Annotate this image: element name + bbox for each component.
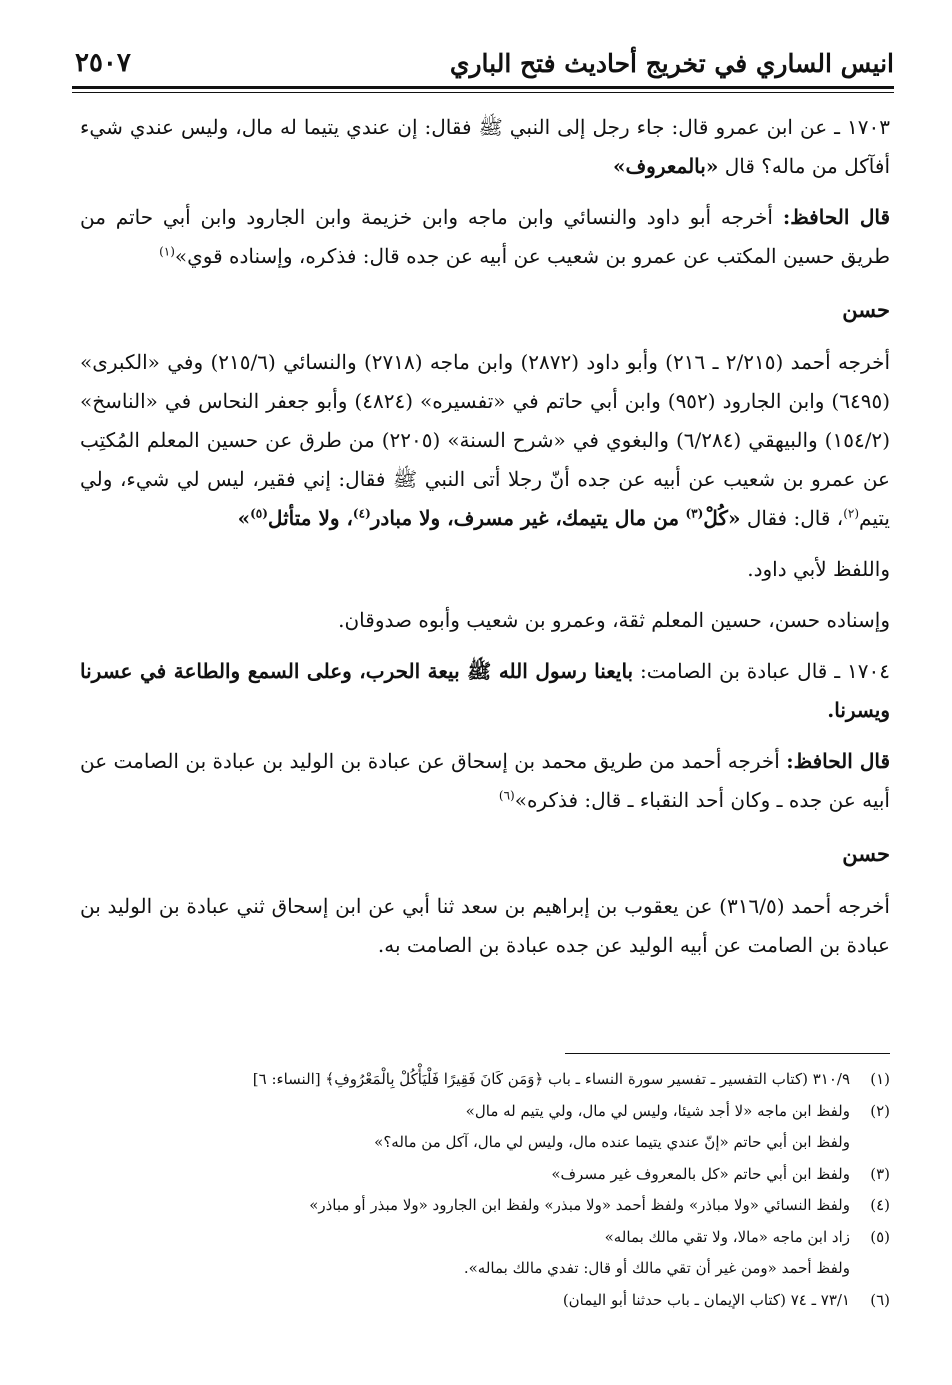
main-text — [80, 108, 890, 977]
footnote — [80, 1190, 890, 1222]
footnote — [80, 1064, 890, 1096]
lafz-note: واللفظ لأبي داود. — [747, 557, 890, 581]
footnote-text: ولفظ ابن أبي حاتم «إنّ عندي يتيما عنده مال، وليس لي مال، آكل من ماله؟» — [374, 1133, 850, 1151]
takhrij-1703 — [80, 343, 890, 538]
hadith-quote: «بالمعروف» — [612, 154, 719, 178]
grade-heading: حسن — [842, 297, 890, 322]
header-rule — [72, 86, 894, 89]
page-header — [75, 40, 894, 86]
hadith-number: ١٧٠٣ ـ — [834, 115, 891, 139]
footnote-ref: (٦) — [498, 788, 515, 803]
footnote — [80, 1285, 890, 1317]
footnote — [80, 1096, 890, 1128]
hafiz-label: قال الحافظ: — [786, 749, 891, 773]
footnote-ref: (٥) — [250, 506, 268, 521]
footnote-number: (٥) — [870, 1227, 890, 1246]
hafiz-comment-1704 — [80, 742, 890, 820]
hafiz-text: أخرجه أحمد من طريق محمد بن إسحاق عن عبادة بن الوليد بن عبادة بن الصامت عن أبيه عن جده ـ وكان أحد النقباء ـ قال: فذكره» — [80, 749, 890, 812]
footnote-text: ولفظ ابن ماجه «لا أجد شيئا، وليس لي مال، ولي يتيم له مال» — [465, 1101, 850, 1120]
takhrij-quote: » — [237, 506, 251, 530]
grade-heading: حسن — [842, 841, 890, 866]
hadith-text: عن ابن عمرو قال: جاء رجل إلى النبي ﷺ فقال: إن عندي يتيما له مال، وليس عندي شيء أفآكل من ماله؟ قال — [80, 115, 890, 178]
footnote-separator — [565, 1053, 890, 1054]
footnote-number: (٢) — [870, 1101, 890, 1120]
footnotes — [80, 1064, 890, 1316]
footnote-continuation — [80, 1127, 890, 1159]
hafiz-comment-1703 — [80, 198, 890, 276]
hafiz-text: أخرجه أبو داود والنسائي وابن ماجه وابن خزيمة وابن الجارود وابن أبي حاتم من طريق حسين المكتب عن عمرو بن شعيب عن أبيه عن جده قال: فذكره، وإسناده قوي» — [80, 205, 890, 268]
footnote-number: (٤) — [870, 1196, 890, 1214]
footnote-number: (٣) — [870, 1164, 890, 1183]
footnote — [80, 1222, 890, 1254]
footnote-ref: (٢) — [843, 506, 860, 521]
footnote-text: ٧٣/١ ـ ٧٤ (كتاب الإيمان ـ باب حدثنا أبو اليمان) — [562, 1290, 850, 1309]
footnote-text: زاد ابن ماجه «مالا، ولا تقي مالك بماله» — [604, 1227, 850, 1246]
hadith-number: ١٧٠٤ ـ — [834, 659, 890, 683]
footnote-number: (١) — [870, 1070, 890, 1088]
footnote-ref: (٣) — [685, 506, 704, 521]
footnote-number: (٦) — [870, 1290, 890, 1309]
footnote-ref: (١) — [159, 244, 175, 259]
hadith-1703 — [80, 108, 890, 186]
hadith-1704 — [80, 652, 890, 730]
takhrij-text-2: ، قال: فقال — [746, 506, 844, 530]
footnote — [80, 1159, 890, 1191]
footnote-ref: (٤) — [352, 506, 371, 521]
running-title: انيس الساري في تخريج أحاديث فتح الباري — [449, 48, 894, 78]
takhrij-1704: أخرجه أحمد (٣١٦/٥) عن يعقوب بن إبراهيم بن سعد ثنا أبي عن ابن إسحاق ثني عبادة بن الوليد بن عبادة بن الصامت عن أبيه الوليد عن جده عبادة بن الصامت به. — [80, 894, 890, 957]
hafiz-label: قال الحافظ: — [782, 205, 891, 229]
takhrij-quote: من مال يتيمك، غير مسرف، ولا مبادر — [370, 506, 680, 530]
footnote-text: ٣١٠/٩ (كتاب التفسير ـ تفسير سورة النساء ـ باب ﴿وَمَن كَانَ فَقِيرًا فَلْيَأْكُلْ بِالْمَعْرُوفِ﴾ [النساء: ٦] — [252, 1070, 850, 1088]
hadith-text: قال عبادة بن الصامت: — [640, 659, 828, 683]
takhrij-quote: ، ولا متأثل — [267, 506, 353, 530]
footnote-text: ولفظ ابن أبي حاتم «كل بالمعروف غير مسرف» — [551, 1164, 850, 1183]
takhrij-quote: «كُلْ — [703, 506, 741, 530]
page-number: ٢٥٠٧ — [75, 48, 131, 78]
takhrij-text: أخرجه أحمد (٢/٢١٥ ـ ٢١٦) وأبو داود (٢٨٧٢) وابن ماجه (٢٧١٨) والنسائي (٢١٥/٦) وفي «الكبرى» (٦٤٩٥) وابن الجارود (٩٥٢) وابن أبي حاتم في «تفسيره» (٤٨٢٤) وأبو جعفر النحاس في «الناسخ» (١٥٤/٢) والبيهقي (٦/٢٨٤) والبغوي في «شرح السنة» (٢٢٠٥) من طرق عن حسين المعلم المُكتِب عن عمرو بن شعيب عن أبيه عن جده أنّ رجلا أتى النبي ﷺ فقال: إني فقير، ليس لي شيء، ولي يتيم — [80, 350, 890, 530]
footnote-text: ولفظ أحمد «ومن غير أن تقي مالك أو قال: تفدي مالك بماله». — [463, 1259, 850, 1277]
footnote-text: ولفظ النسائي «ولا مباذر» ولفظ أحمد «ولا مبذر» ولفظ ابن الجارود «ولا مبذر أو مباذر» — [309, 1196, 850, 1214]
hadith-quote: بايعنا رسول الله ﷺ بيعة الحرب، وعلى السمع والطاعة في عسرنا ويسرنا. — [80, 659, 890, 722]
header-rule-thin — [72, 92, 894, 93]
footnote-continuation — [80, 1253, 890, 1285]
isnad-note: وإسناده حسن، حسين المعلم ثقة، وعمرو بن شعيب وأبوه صدوقان. — [338, 608, 890, 632]
